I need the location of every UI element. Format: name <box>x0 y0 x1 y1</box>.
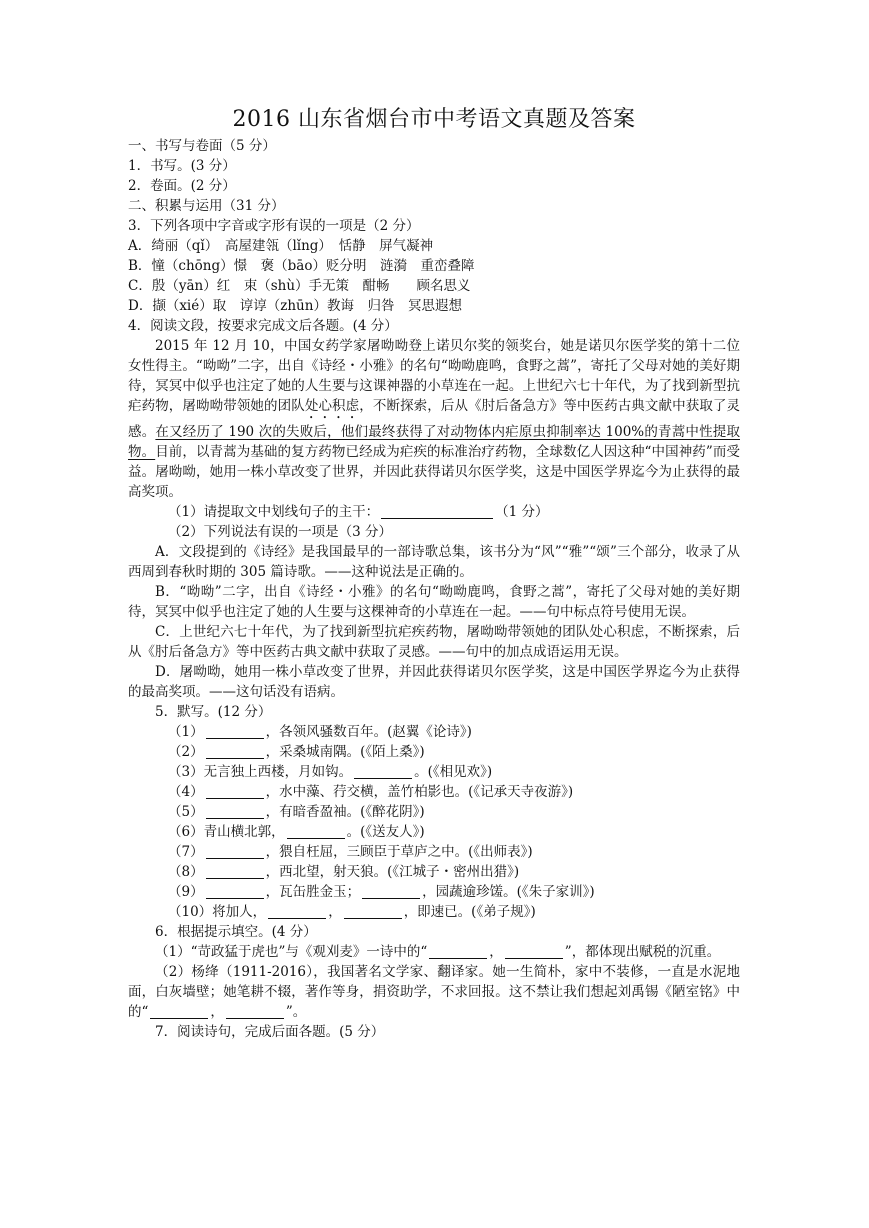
dotted-idiom: 处心积虑 <box>304 398 360 414</box>
q5-line-7: （7） ，猥自枉屈，三顾臣于草庐之中。(《出师表》) <box>168 844 533 860</box>
page-title: 2016 山东省烟台市中考语文真题及答案 <box>232 107 636 132</box>
q6-part-2: （2）杨绛（1911-2016），我国著名文学家、翻译家。她一生简朴，家中不装修，一直是水泥地面，白灰墙壁；她笔耕不辍，著作等身，捐资助学，不求回报。这不禁让我们想起刘禹锡《陋室铭》中的“ ， ”。 <box>128 964 740 1020</box>
q2-text: 2．卷面。(2 分） <box>128 178 236 194</box>
q4-sub2: （2）下列说法有误的一项是（3 分） <box>168 524 392 540</box>
q4-stem: 4．阅读文段，按要求完成文后各题。(4 分） <box>128 318 398 334</box>
q5-line-1: （1） ，各领风骚数百年。(赵翼《论诗》) <box>168 724 472 740</box>
answer-blank[interactable] <box>344 904 402 919</box>
q6-stem: 6．根据提示填空。(4 分） <box>155 924 317 940</box>
q3-option-a: A．绮丽（qǐ） 高屋建瓴（lǐng） 恬静 屏气凝神 <box>128 238 434 254</box>
answer-blank[interactable] <box>206 864 264 879</box>
q4-passage-part3: 目前，以青蒿为基础的复方药物已经成为疟疾的标准治疗药物，全球数亿人因这种“中国神药”而受益。屠呦呦，她用一株小草改变了世界，并因此获得诺贝尔医学奖，这是中国医学界迄今为止获得的最高奖项。 <box>128 444 740 500</box>
exam-page <box>128 104 740 1042</box>
q7-stem: 7．阅读诗句，完成后面各题。(5 分） <box>155 1024 385 1040</box>
q6-part-1: （1）“苛政猛于虎也”与《观刈麦》一诗中的“ ， ”，都体现出赋税的沉重。 <box>155 944 721 960</box>
answer-blank[interactable] <box>206 784 264 799</box>
answer-blank[interactable] <box>206 744 264 759</box>
answer-blank[interactable] <box>381 504 493 519</box>
q3-option-d: D．撷（xié）取 谆谆（zhūn）教诲 归咎 冥思遐想 <box>128 298 462 314</box>
q5-stem: 5．默写。(12 分） <box>155 704 272 720</box>
q5-line-10: （10）将加人， ， ，即速已。(《弟子规》) <box>168 904 536 920</box>
answer-blank[interactable] <box>354 764 412 779</box>
q5-line-4: （4） ，水中藻、荇交横，盖竹柏影也。(《记承天寺夜游》) <box>168 784 574 800</box>
q1-text: 1．书写。(3 分） <box>128 158 236 174</box>
answer-blank[interactable] <box>206 804 264 819</box>
q4-option-d: D．屠呦呦，她用一株小草改变了世界，并因此获得诺贝尔医学奖，这是中国医学界迄今为止获得的最高奖项。——这句话没有语病。 <box>128 664 740 700</box>
q5-line-3: （3）无言独上西楼，月如钩。 。(《相见欢》) <box>168 764 493 780</box>
q4-passage <box>128 336 740 502</box>
q4-option-a: A．文段提到的《诗经》是我国最早的一部诗歌总集，该书分为“风”“雅”“颂”三个部分，收录了从西周到春秋时期的 305 篇诗歌。——这种说法是正确的。 <box>128 544 740 580</box>
q4-option-c: C．上世纪六七十年代，为了找到新型抗疟疾药物，屠呦呦带领她的团队处心积虑，不断探索，后从《肘后备急方》等中医药古典文献中获取了灵感。——句中的加点成语运用无误。 <box>128 624 740 660</box>
answer-blank[interactable] <box>429 944 487 959</box>
q5-line-5: （5） ，有暗香盈袖。(《醉花阴》) <box>168 804 425 820</box>
answer-blank[interactable] <box>206 884 264 899</box>
q5-line-6: （6）青山横北郭， 。(《送友人》) <box>168 824 425 840</box>
section-2-heading: 二、积累与运用（31 分） <box>128 198 285 214</box>
q5-line-2: （2） ，采桑城南隅。(《陌上桑》) <box>168 744 425 760</box>
answer-blank[interactable] <box>226 1004 284 1019</box>
q5-line-9: （9） ，瓦缶胜金玉； ，园蔬逾珍馐。(《朱子家训》) <box>168 884 595 900</box>
answer-blank[interactable] <box>362 884 420 899</box>
q4-passage-part1: 2015 年 12 月 10，中国女药学家屠呦呦登上诺贝尔奖的领奖台，她是诺贝尔医学奖的第十二位女性得主。“呦呦”二字，出自《诗经・小雅》的名句“呦呦鹿鸣，食野之蒿”，寄托了父母对她的美好期待，冥冥中似乎也注定了她的人生要与这课神器的小草连在一起。上世纪六七十年代，为了找到新型抗疟药物，屠呦呦带领她的团队 <box>128 338 740 414</box>
underlined-sentence: 在又经历了 190 次的失败后，他们最终获得了对动物体内疟原虫抑制率达 100%的青蒿中性提取物。 <box>128 424 740 460</box>
q5-line-8: （8） ，西北望，射天狼。(《江城子・密州出猎》) <box>168 864 520 880</box>
q4-option-b: B．“呦呦”二字，出自《诗经・小雅》的名句“呦呦鹿鸣，食野之蒿”，寄托了父母对她的美好期待，冥冥中似乎也注定了她的人生要与这棵神奇的小草连在一起。——句中标点符号使用无误。 <box>128 584 740 620</box>
q3-option-b: B．憧（chōng）憬 褒（bāo）贬分明 涟漪 重峦叠障 <box>128 258 475 274</box>
q4-sub1: （1）请提取文中划线句子的主干： （1 分） <box>168 504 549 520</box>
answer-blank[interactable] <box>206 844 264 859</box>
section-1-heading: 一、书写与卷面（5 分） <box>128 138 276 154</box>
answer-blank[interactable] <box>287 824 345 839</box>
q3-option-c: C．殷（yān）红 束（shù）手无策 酣畅 顾名思义 <box>128 278 471 294</box>
answer-blank[interactable] <box>505 944 563 959</box>
q4-passage-part2: ，不断探索，后从《肘后备急方》等中医药古典文献中获取了灵感。 <box>128 398 741 440</box>
q3-stem: 3．下列各项中字音或字形有误的一项是（2 分） <box>128 218 420 234</box>
answer-blank[interactable] <box>150 1004 208 1019</box>
answer-blank[interactable] <box>206 724 264 739</box>
answer-blank[interactable] <box>268 904 326 919</box>
